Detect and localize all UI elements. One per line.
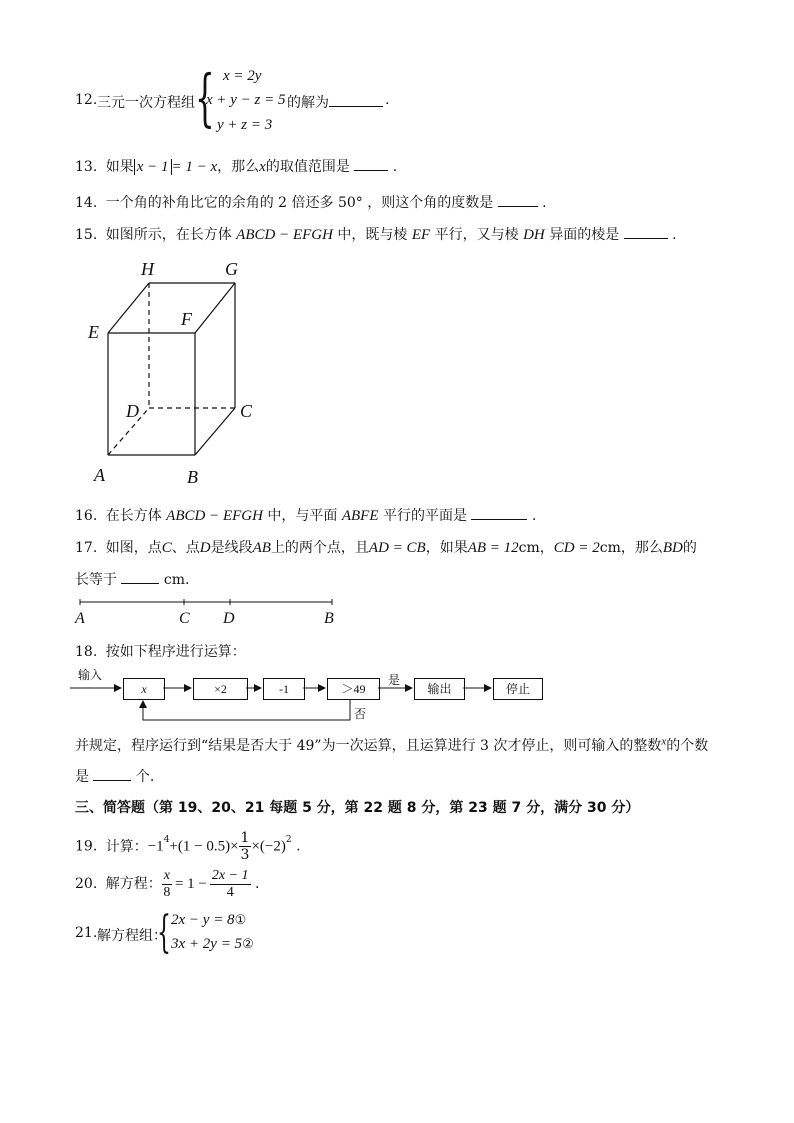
q19: [75, 826, 301, 864]
q19-tail: .: [296, 838, 301, 855]
q15-text-b: 中，既与棱: [337, 227, 408, 243]
q19-exp2: 2: [285, 835, 292, 845]
q18-rule-b: 的个数: [666, 738, 709, 754]
q17-text-e: ，如果: [425, 540, 468, 556]
q14: [75, 192, 547, 212]
q12: [75, 62, 435, 142]
q19-number: 19.: [75, 838, 98, 855]
section-3-heading: 三、简答题（第 19、20、21 每题 5 分，第 22 题 8 分，第 23 题 7 分，满分 30 分）: [75, 800, 640, 816]
q19-exp4: 4: [163, 835, 170, 845]
q19-fraction: $\frac{1}{3}$: [240, 830, 250, 864]
cuboid-figure: [80, 255, 270, 490]
q16-tail: .: [531, 508, 537, 524]
q16-body: ABCD − EFGH: [166, 508, 263, 524]
q14-text: 一个角的补角比它的余角的 2 倍还多 50° ，则这个角的度数是: [105, 195, 494, 211]
vertex-b: B: [187, 467, 198, 487]
q13-text-a: 如果: [105, 159, 134, 175]
vertex-a: A: [94, 465, 105, 485]
q19-expr-a: −1: [147, 838, 164, 855]
q17-point-c: C: [161, 540, 172, 556]
vertex-c: C: [240, 401, 253, 421]
q20-tail: .: [254, 876, 260, 892]
q16-plane: ABFE: [341, 508, 379, 524]
q17-text-b: 、点: [171, 540, 200, 556]
q13-var: x: [259, 159, 266, 175]
q21-eq1: 2x − y = 8①: [171, 912, 247, 928]
answer-blank-17[interactable]: [121, 569, 159, 584]
q16-number: 16.: [75, 508, 98, 524]
q13-number: 13.: [75, 159, 98, 175]
q14-tail: .: [542, 195, 547, 211]
q18-text: 按如下程序进行运算：: [105, 644, 246, 660]
q19-text: 计算：: [105, 838, 148, 855]
q20-text: 解方程：: [105, 876, 162, 892]
q16: [75, 505, 536, 525]
q17-line2-a: 长等于: [75, 572, 117, 588]
q17-ab-value: AB = 12: [467, 540, 519, 556]
q17-number: 17.: [75, 540, 98, 556]
vertex-h: H: [141, 259, 154, 279]
q17-line2-b: cm.: [163, 572, 190, 588]
q15: [75, 224, 677, 244]
q17-text-c: 是线段: [210, 540, 253, 556]
q18-rule-a: 并规定，程序运行到“结果是否大于 49”为一次运算，且运算进行 3 次才停止，则可输入的整数: [75, 738, 662, 754]
segment-point-b: B: [324, 610, 334, 627]
q16-text-c: 平行的平面是: [382, 508, 467, 524]
q15-text-d: 异面的棱是: [549, 227, 620, 243]
q15-edge2: DH: [523, 227, 545, 243]
q20-number: 20.: [75, 876, 98, 892]
q13-text-c: 的取值范围是: [265, 159, 350, 175]
q17-point-d: D: [199, 540, 211, 556]
answer-blank-16[interactable]: [471, 505, 527, 520]
system-brace: {: [195, 61, 215, 134]
flow-box-x: x: [123, 678, 165, 700]
q15-text-c: 平行，又与棱: [434, 227, 519, 243]
q15-text-a: 如图所示，在长方体: [105, 227, 232, 243]
segment-point-a: A: [75, 610, 85, 627]
q20-fraction-left: $\frac{x}{8}$: [163, 867, 171, 900]
q17-eq: AD = CB: [368, 540, 426, 556]
q21-number: 21.: [75, 925, 98, 941]
vertex-f: F: [181, 309, 192, 329]
answer-blank-18[interactable]: [93, 766, 131, 781]
q12-eq3: y + z = 3: [217, 117, 273, 133]
q12-eq2: x + y − z = 5: [206, 92, 286, 108]
q13-abs: x − 1: [134, 159, 172, 175]
answer-blank-15[interactable]: [624, 224, 668, 239]
flowchart: [70, 665, 550, 725]
q17-text-d: 上的两个点，且: [270, 540, 369, 556]
segment-point-c: C: [179, 610, 190, 627]
q21: [75, 907, 375, 958]
edge-fg: [195, 283, 235, 333]
q17-unit2: cm，那么: [599, 540, 663, 556]
q18: [75, 641, 246, 661]
q17-unit1: cm，: [518, 540, 554, 556]
flow-box-stop: 停止: [493, 678, 543, 700]
q17-text-a: 如图，点: [105, 540, 162, 556]
q17-cd-value: CD = 2: [553, 540, 600, 556]
q17-segment-ab: AB: [252, 540, 271, 556]
system-brace-21: {: [157, 907, 171, 958]
flow-box-output: 输出: [414, 678, 465, 700]
q15-body: ABCD − EFGH: [236, 227, 333, 243]
q18-rule: [75, 735, 708, 755]
q18-rule-var: x: [661, 735, 667, 748]
q16-text-a: 在长方体: [105, 508, 162, 524]
flow-box-multiply: ×2: [193, 678, 248, 700]
vertex-e: E: [88, 322, 99, 342]
flow-input-label: 输入: [78, 668, 103, 682]
q13-text-b: ，那么: [217, 159, 260, 175]
q16-text-b: 中，与平面: [267, 508, 338, 524]
q20: [75, 864, 259, 904]
q17-line2: [75, 569, 189, 589]
q12-number: 12.: [75, 92, 98, 108]
q21-text: 解方程组：: [97, 928, 167, 944]
answer-blank-12[interactable]: [329, 92, 383, 107]
q12-eq1: x = 2y: [223, 68, 262, 84]
q13-tail: .: [392, 159, 398, 175]
answer-blank-14[interactable]: [498, 192, 538, 207]
flow-yes-label: 是: [388, 673, 401, 687]
vertex-d: D: [126, 401, 139, 421]
flow-box-compare: ＞49: [327, 678, 380, 700]
q19-expr-b: +(1 − 0.5)×: [169, 838, 239, 855]
edge-bc: [195, 408, 235, 455]
q13: [75, 156, 397, 176]
q20-mid: = 1 −: [174, 876, 207, 892]
edge-eh: [108, 283, 149, 333]
q14-number: 14.: [75, 195, 98, 211]
q21-eq2: 3x + 2y = 5②: [171, 936, 254, 952]
q17: [75, 537, 697, 557]
vertex-g: G: [225, 259, 238, 279]
q15-number: 15.: [75, 227, 98, 243]
segment-figure: [70, 592, 350, 628]
segment-point-d: D: [223, 610, 235, 627]
q17-bd: BD: [662, 540, 683, 556]
answer-blank-13[interactable]: [354, 156, 388, 171]
q12-tail: .: [385, 92, 390, 108]
q12-text-b: 的解为: [287, 95, 329, 111]
flow-box-subtract: -1: [263, 678, 305, 700]
q15-tail: .: [672, 227, 677, 243]
q15-edge1: EF: [411, 227, 431, 243]
q18-number: 18.: [75, 644, 98, 660]
q18-line2-b: 个.: [135, 769, 155, 785]
q18-line2: [75, 766, 154, 786]
q12-text-a: 三元一次方程组: [97, 95, 195, 111]
q18-line2-a: 是: [75, 769, 89, 785]
q17-text-f: 的: [682, 540, 697, 556]
q13-rhs: = 1 − x: [171, 159, 218, 175]
q20-fraction-right: $\frac{2x - 1}{4}$: [211, 867, 249, 900]
flow-no-label: 否: [354, 707, 367, 721]
q19-expr-c: ×(−2): [251, 838, 286, 855]
